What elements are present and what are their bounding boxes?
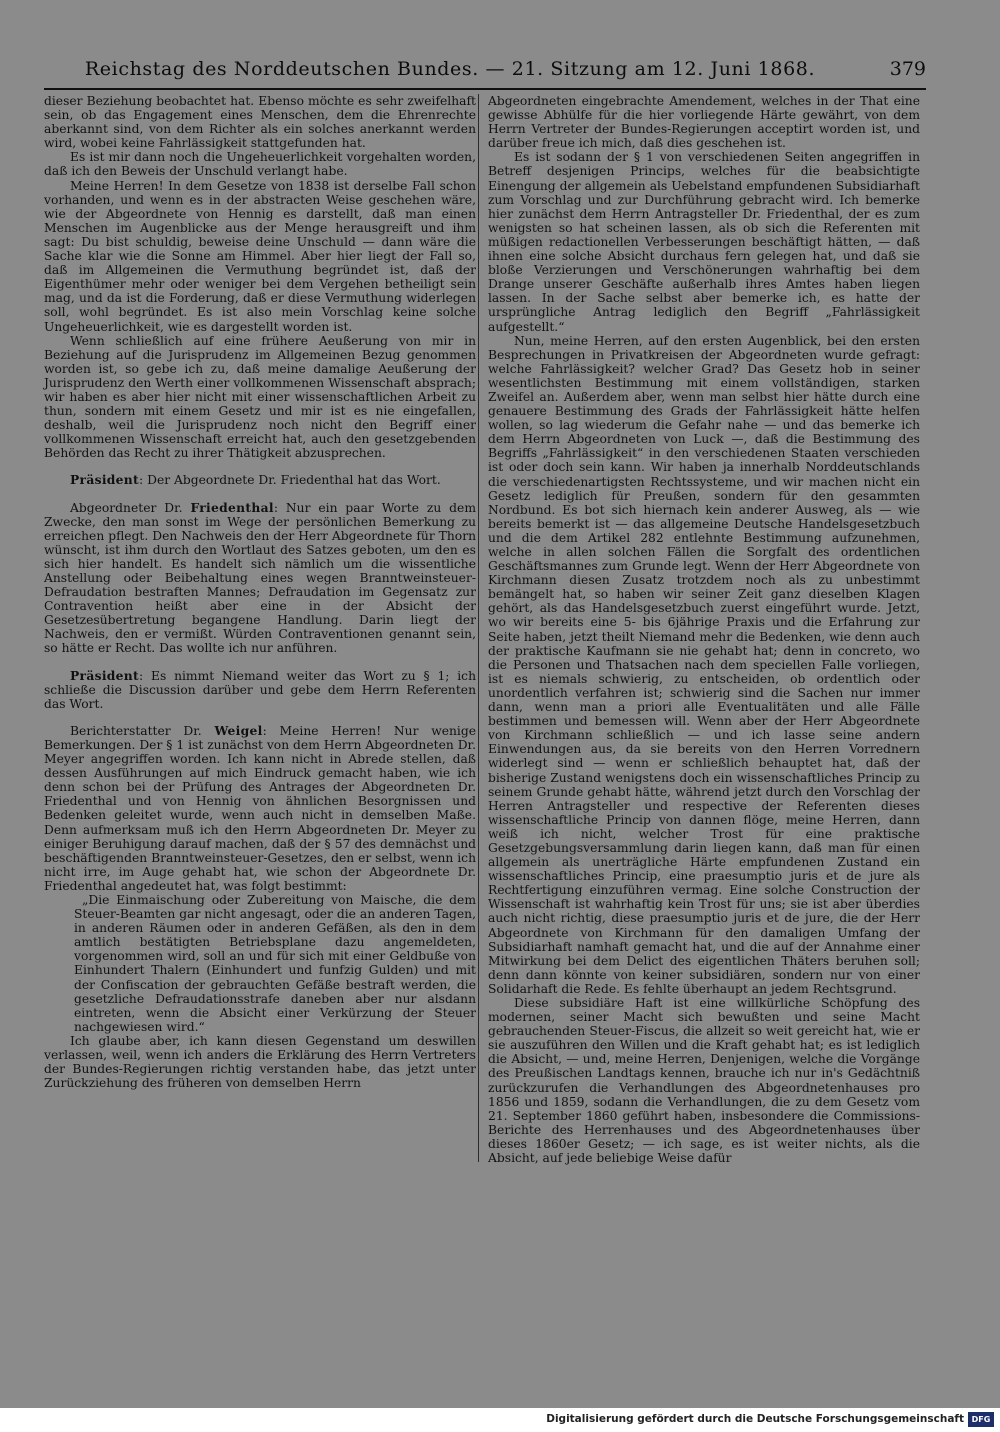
paragraph: Es ist mir dann noch die Ungeheuerlichkeit vorgehalten worden, daß ich den Beweis der Unschuld verlangt habe. (44, 150, 476, 179)
funding-credit: Digitalisierung gefördert durch die Deutsche Forschungsgemeinschaft (546, 1413, 964, 1425)
paragraph: Ich glaube aber, ich kann diesen Gegenstand um deswillen verlassen, weil, wenn ich anders die Erklärung des Herrn Vertreters der Bundes-Regierungen richtig verstanden habe, das jetzt unter Zurückziehung des früheren von demselben Herrn (44, 1033, 476, 1091)
speaker-prefix: Berichterstatter Dr. (70, 723, 202, 738)
left-column (44, 94, 476, 1090)
footer-bar (0, 1408, 1000, 1432)
page-number: 379 (889, 58, 926, 80)
paragraph: Meine Herren! In dem Gesetze von 1838 ist derselbe Fall schon vorhanden, und wenn es in der abstracten Weise geschehen wäre, wie der Abgeordnete von Hennig es darstellt, daß man einen Menschen im Augenblicke aus der Menge herausgreift und ihm sagt: Du bist schuldig, beweise deine Unschuld — dann wäre die Sache klar wie die Sonne am Himmel. Aber hier liegt der Fall so, daß im Allgemeinen die Vermuthung begründet ist, daß der Eigenthümer mehr oder weniger bei dem Vergehen betheiligt sein mag, und da ist die Forderung, daß er diese Vermuthung widerlegen soll, wohl begründet. Es ist also mein Vorschlag keine solche Ungeheuerlichkeit, wie es dargestellt worden ist. (44, 178, 476, 334)
speaker-name: Präsident (70, 667, 140, 683)
law-quote: „Die Einmaischung oder Zubereitung von Maische, die dem Steuer-Beamten gar nicht angesagt, oder die an anderen Tagen, in anderen Räumen oder in anderen Gefäßen, als den in dem amtlich bestätigten Betriebsplane dazu angemeldeten, vorgenommen wird, soll an und für sich mit einer Geldbuße von Einhundert Thalern (Einhundert und funfzig Gulden) und mit der Confiscation der gebrauchten Gefäße bestraft werden, die gesetzliche Defraudationsstrafe daneben aber nur alsdann eintreten, wenn die Absicht einer Verkürzung der Steuer nachgewiesen wird.“ (74, 892, 476, 1034)
paragraph: Es ist sodann der § 1 von verschiedenen Seiten angegriffen in Betreff desjenigen Princips, welches für die beabsichtigte Einengung der allgemein als Uebelstand empfundenen Subsidiarhaft zum Vorschlag und zur Durchführung gebracht wird. Ich bemerke hier zunächst dem Herrn Antragsteller Dr. Friedenthal, der es zum wenigsten so hat scheinen lassen, als ob sich die Referenten mit müßigen redactionellen Verbesserungen beschäftigt hätten, — daß ihnen eine solche Absicht durchaus fern gelegen hat, und daß sie bloße Verzierungen und Verschönerungen wahrhaftig bei dem Drange unserer Geschäfte außerhalb ihres Amtes haben liegen lassen. In der Sache selbst aber bemerke ich, es hatte der ursprüngliche Antrag lediglich den Begriff „Fahrlässigkeit aufgestellt.“ (488, 150, 920, 334)
paragraph: dieser Beziehung beobachtet hat. Ebenso möchte es sehr zweifelhaft sein, ob das Engagement eines Menschen, dem die Ehrenrechte aberkannt sind, von dem Richter als ein solches anerkannt werden wird, wobei keine Fahrlässigkeit stattgefunden hat. (44, 94, 476, 151)
paragraph: Wenn schließlich auf eine frühere Aeußerung von mir in Beziehung auf die Jurisprudenz im Allgemeinen Bezug genommen worden ist, so gebe ich zu, daß meine damalige Aeußerung der Jurisprudenz den Werth einer vollkommenen Wissenschaft absprach; wir haben es aber hier nicht mit einer wissenschaftlichen Arbeit zu thun, sondern mit einem Gesetz und mir ist es nie eingefallen, deshalb, weil die Jurisprudenz noch nicht den Begriff einer vollkommenen Wissenschaft erreicht hat, auch den gesetzgebenden Behörden das Recht zu ihrer Thätigkeit abzusprechen. (44, 333, 476, 461)
speech-president-2: Präsident: Es nimmt Niemand weiter das Wort zu § 1; ich schließe die Discussion darüber und gebe dem Herrn Referenten das Wort. (44, 667, 476, 711)
speaker-name: Präsident (70, 472, 140, 488)
speech-text: Der Abgeordnete Dr. Friedenthal hat das Wort. (147, 473, 441, 488)
paragraph: Diese subsidiäre Haft ist eine willkürliche Schöpfung des modernen, seiner Macht sich bewußten und seine Macht gebrauchenden Steuer-Fiscus, die allzeit so weit gereicht hat, wie er sie auszuführen den Willen und die Kraft gehabt hat; es ist lediglich die Absicht, — und, meine Herren, Denjenigen, welche die Vorgänge des Preußischen Landtags kennen, brauche ich nur in's Gedächtniß zurückzurufen die Verhandlungen des Abgeordnetenhauses pro 1856 und 1859, sodann die Verhandlungen, die zu dem Gesetz vom 21. September 1860 geführt haben, insbesondere die Commissions-Berichte des Herrenhauses und des Abgeordnetenhauses über dieses 1860er Gesetz; — ich sage, es ist weiter nichts, als die Absicht, auf jede beliebige Weise dafür (488, 996, 920, 1166)
speech-text: Nur ein paar Worte zu dem Zwecke, den man sonst im Wege der persönlichen Bemerkung zu erreichen pflegt. Den Nachweis den der Herr Abgeordnete für Thorn wünscht, ist ihm durch den Wortlaut des Satzes geboten, um den es sich hier handelt. Es handelt sich nämlich um die wissentliche Anstellung oder Beibehaltung eines wegen Branntweinsteuer-Defraudation bestraften Mannes; Defraudation im Gegensatz zur Contravention heißt aber eine in der Absicht der Gesetzesübertretung begangene Handlung. Darin liegt der Nachweis, den er vermißt. Würden Contraventionen genannt sein, so hätte er Recht. Das wollte ich nur anführen. (44, 500, 476, 656)
speech-text: Es nimmt Niemand weiter das Wort zu § 1; ich schließe die Discussion darüber und gebe dem Herrn Referenten das Wort. (44, 668, 476, 711)
speaker-name: Weigel (214, 722, 263, 738)
paragraph: Abgeordneten eingebrachte Amendement, welches in der That eine gewisse Abhülfe für die hier vorliegende Härte gewährt, von dem Herrn Vertreter der Bundes-Regierungen acceptirt worden ist, und darüber freue ich mich, daß dies geschehen ist. (488, 94, 920, 151)
column-divider (478, 94, 479, 1162)
speech-text: Meine Herren! Nur wenige Bemerkungen. Der § 1 ist zunächst von dem Herrn Abgeordneten Dr. Meyer angegriffen worden. Ich kann nicht in Abrede stellen, daß dessen Ausführungen auf mich Eindruck gemacht haben, wie ich denn schon bei der Prüfung des Antrages der Abgeordneten Dr. Friedenthal und von Hennig von ähnlichen Besorgnissen und Bedenken geleitet wurde, wenn auch nicht in demselben Maße. Denn aufmerksam muß ich den Herrn Abgeordneten Dr. Meyer zu einiger Beruhigung darauf machen, daß der § 57 des demnächst und beschäftigenden Branntweinsteuer-Gesetzes, den er selbst, wenn ich nicht irre, im Auge gehabt hat, wie schon der Abgeordnete Dr. Friedenthal angedeutet hat, was folgt bestimmt: (44, 723, 476, 893)
speech-friedenthal: Abgeordneter Dr. Friedenthal: Nur ein paar Worte zu dem Zwecke, den man sonst im Wege der persönlichen Bemerkung zu erreichen pflegt. Den Nachweis den der Herr Abgeordnete für Thorn wünscht, ist ihm durch den Wortlaut des Satzes geboten, um den es sich hier handelt. Es handelt sich nämlich um die wissentliche Anstellung oder Beibehaltung eines wegen Branntweinsteuer-Defraudation bestraften Mannes; Defraudation im Gegensatz zur Contravention heißt aber eine in der Absicht der Gesetzesübertretung begangene Handlung. Darin liegt der Nachweis, den er vermißt. Würden Contraventionen genannt sein, so hätte er Recht. Das wollte ich nur anführen. (44, 499, 476, 656)
speaker-prefix: Abgeordneter Dr. (70, 500, 183, 515)
right-column (488, 94, 920, 1165)
speaker-name: Friedenthal (190, 499, 274, 515)
header-title: Reichstag des Norddeutschen Bundes. — 21. Sitzung am 12. Juni 1868. (84, 58, 816, 80)
paragraph: Nun, meine Herren, auf den ersten Augenblick, bei den ersten Besprechungen in Privatkreisen der Abgeordneten wurde gefragt: welche Fahrlässigkeit? welcher Grad? Das Gesetz hob in seiner wesentlichsten Bestimmung mit einem vollständigen, starken Zweifel an. Außerdem aber, wenn man selbst hier hätte durch eine genauere Bestimmung des Grads der Fahrlässigkeit hätte helfen wollen, so lag wiederum die Gefahr nahe — und das bemerke ich dem Herrn Abgeordneten von Luck —, daß die Bestimmung des Begriffs „Fahrlässigkeit“ in den verschiedenen Staaten verschieden ist oder doch sein kann. Wir haben ja innerhalb Norddeutschlands die verschiedenartigsten Rechtssysteme, und wir machen nicht ein Gesetz lediglich für Preußen, sondern für den gesammten Nordbund. Es bot sich hiernach kein anderer Ausweg, als — wie bereits bemerkt ist — das allgemeine Deutsche Handelsgesetzbuch und die dem Artikel 282 entlehnte Bestimmung aufzunehmen, welche in allen solchen Fällen die Sorgfalt des ordentlichen Geschäftsmannes zum Grunde legt. Wenn der Herr Abgeordnete von Kirchmann diesen Zusatz trotzdem noch als zu unbestimmt bemängelt hat, so haben wir seiner Zeit ganz dieselben Klagen gehört, als das Handelsgesetzbuch zuerst eingeführt wurde. Jetzt, wo wir bereits eine 5- bis 6jährige Praxis und die Erfahrung zur Seite haben, jetzt theilt Niemand mehr die Bedenken, wie denn auch der praktische Kaufmann sie nie gehabt hat; denn in concreto, wo die Personen und Thatsachen nach dem speciellen Falle vorliegen, ist es niemals schwierig, zu entscheiden, ob ordentlich oder unordentlich verfahren ist; schwierig sind die Sachen nur immer dann, wenn man a priori alle Eventualitäten und alle Fälle bestimmen und bemessen will. Wenn aber der Herr Abgeordnete von Kirchmann schließlich — und ich lasse seine andern Einwendungen aus, da sie bereits von den Herren Vorrednern widerlegt sind — wenn er schließlich behauptet hat, daß der bisherige Zustand wenigstens doch ein wissenschaftliches Princip zu seinem Grunde gehabt hätte, während jetzt durch den Vorschlag der Herren Antragsteller und respective der Referenten dieses wissenschaftliche Princip von dannen flöge, meine Herren, dann weiß ich nicht, welcher Trost für eine praktische Gesetzgebungsversammlung darin liegen kann, daß man für einen allgemein als unerträgliche Härte empfundenen Zustand ein wissenschaftliches Princip, eine praesumptio juris et de jure als Rechtfertigung einzuführen vermag. Eine solche Construction der Wissenschaft ist wahrhaftig kein Trost für uns; sie ist aber überdies auch nicht richtig, diese praesumptio juris et de jure, die der Herr Abgeordnete von Kirchmann für den damaligen Umfang der Subsidiarhaft namhaft gemacht hat, und die auf der Annahme einer Mitwirkung bei dem Delict des eigentlichen Thäters beruhen soll; denn dann könnte von keiner subsidiären, sondern nur von einer Solidarhaft die Rede. Es fehlte überhaupt an jedem Rechtsgrund. (488, 333, 920, 996)
running-header (44, 56, 926, 90)
dfg-logo: DFG (968, 1412, 994, 1427)
speech-weigel: Berichterstatter Dr. Weigel: Meine Herren! Nur wenige Bemerkungen. Der § 1 ist zunächst von dem Herrn Abgeordneten Dr. Meyer angegriffen worden. Ich kann nicht in Abrede stellen, daß dessen Ausführungen auf mich Eindruck gemacht haben, wie ich denn schon bei der Prüfung des Antrages der Abgeordneten Dr. Friedenthal und von Hennig von ähnlichen Besorgnissen und Bedenken geleitet wurde, wenn auch nicht in demselben Maße. Denn aufmerksam muß ich den Herrn Abgeordneten Dr. Meyer zu einiger Beruhigung darauf machen, daß der § 57 des demnächst und beschäftigenden Branntweinsteuer-Gesetzes, den er selbst, wenn ich nicht irre, im Auge gehabt hat, wie schon der Abgeordnete Dr. Friedenthal angedeutet hat, was folgt bestimmt: (44, 722, 476, 893)
speech-president-1: Präsident: Der Abgeordnete Dr. Friedenthal hat das Wort. (70, 472, 441, 488)
